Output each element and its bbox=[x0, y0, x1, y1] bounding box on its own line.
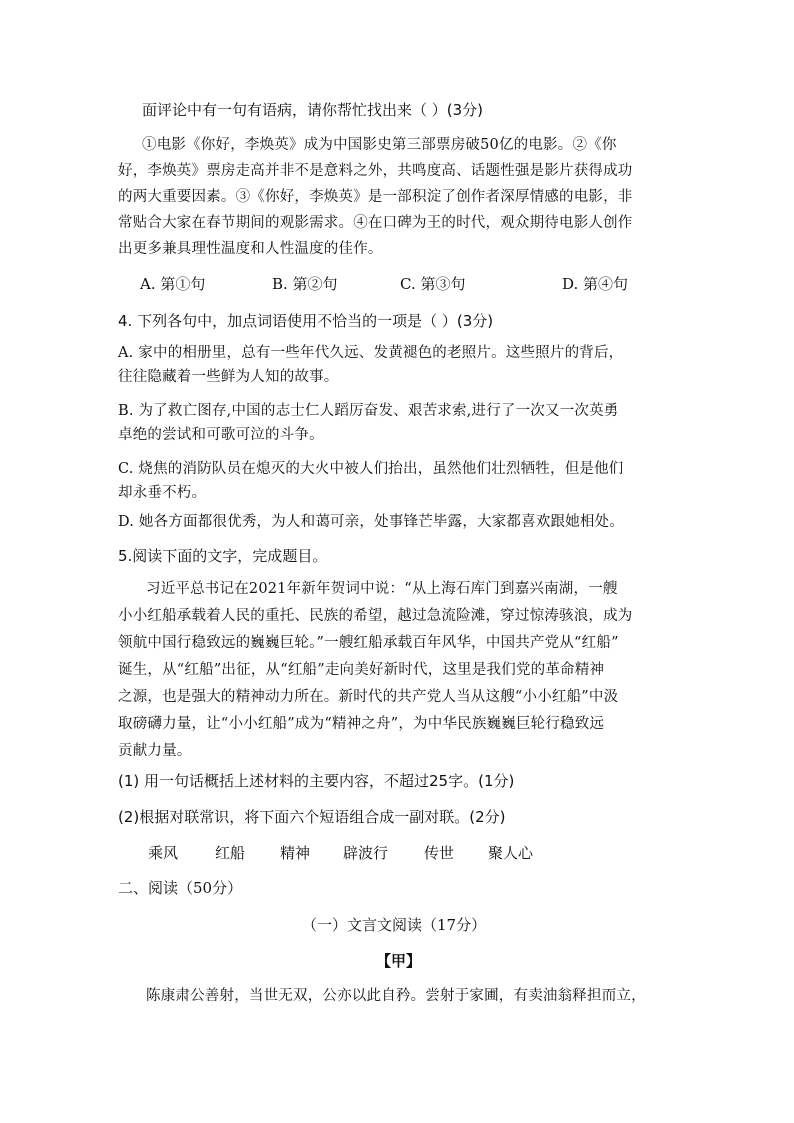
q4-option-c-line1[interactable]: C. 烧焦的消防队员在熄灭的大火中被人们抬出，虽然他们壮烈牺牲，但是他们 bbox=[118, 461, 624, 477]
q4-option-c-line2[interactable]: 却永垂不朽。 bbox=[118, 485, 207, 501]
q4-option-a-line2[interactable]: 往往隐藏着一些鲜为人知的故事。 bbox=[118, 369, 339, 385]
q3-stem-tail: 面评论中有一句有语病，请你帮忙找出来（ ）(3分) bbox=[142, 101, 484, 119]
q5-passage-line: 习近平总书记在2021年新年贺词中说：“从上海石库门到嘉兴南湖，一艘 bbox=[146, 581, 618, 597]
q4-stem: 4. 下列各句中，加点词语使用不恰当的一项是（ ）(3分) bbox=[118, 312, 494, 330]
q3-passage-line: ①电影《你好，李焕英》成为中国影史第三部票房破50亿的电影。②《你 bbox=[142, 137, 617, 153]
phrase-item: 精神 bbox=[280, 844, 311, 862]
q3-passage-line: 的两大重要因素。③《你好，李焕英》是一部积淀了创作者深厚情感的电影，非 bbox=[118, 189, 633, 205]
phrase-item: 辟波行 bbox=[343, 844, 389, 862]
q4-option-b-line2[interactable]: 卓绝的尝试和可歌可泣的斗争。 bbox=[118, 427, 324, 443]
q5-passage-line: 贡献力量。 bbox=[118, 743, 192, 759]
subsection-title: （一）文言文阅读（17分） bbox=[302, 916, 487, 934]
phrase-item: 聚人心 bbox=[488, 844, 534, 862]
q5-passage-line: 之源，也是强大的精神动力所在。新时代的共产党人当从这艘“小小红船”中汲 bbox=[118, 689, 619, 705]
q5-sub1: (1) 用一句话概括上述材料的主要内容，不超过25字。(1分) bbox=[118, 772, 515, 790]
q3-option-d[interactable]: D. 第④句 bbox=[562, 275, 629, 293]
phrase-item: 红船 bbox=[215, 844, 246, 862]
q5-sub2: (2)根据对联常识，将下面六个短语组合成一副对联。(2分) bbox=[118, 808, 506, 826]
q3-passage-line: 常贴合大家在春节期间的观影需求。④在口碑为王的时代，观众期待电影人创作 bbox=[118, 215, 633, 231]
q5-stem: 5.阅读下面的文字，完成题目。 bbox=[118, 547, 328, 565]
q5-passage-line: 取磅礴力量，让“小小红船”成为“精神之舟”，为中华民族巍巍巨轮行稳致远 bbox=[118, 716, 605, 732]
q3-option-b[interactable]: B. 第②句 bbox=[272, 275, 338, 293]
section-title: 二、阅读（50分） bbox=[118, 879, 243, 897]
q5-passage-line: 领航中国行稳致远的巍巍巨轮。”一艘红船承载百年风华，中国共产党从“红船” bbox=[118, 635, 619, 651]
phrase-item: 乘风 bbox=[148, 844, 179, 862]
phrase-item: 传世 bbox=[424, 844, 455, 862]
q5-passage-line: 诞生，从“红船”出征，从“红船”走向美好新时代，这里是我们党的革命精神 bbox=[118, 662, 605, 678]
q3-option-a[interactable]: A. 第①句 bbox=[140, 275, 206, 293]
q3-passage-line: 出更多兼具理性温度和人性温度的佳作。 bbox=[118, 241, 383, 257]
q5-passage-line: 小小红船承载着人民的重托、民族的希望，越过急流险滩，穿过惊涛骇浪，成为 bbox=[118, 608, 633, 624]
passage-label-jia: 【甲】 bbox=[376, 952, 422, 970]
q3-option-c[interactable]: C. 第③句 bbox=[400, 275, 466, 293]
q4-option-a-line1[interactable]: A. 家中的相册里，总有一些年代久远、发黄褪色的老照片。这些照片的背后， bbox=[118, 345, 624, 361]
q4-option-d-line1[interactable]: D. 她各方面都很优秀，为人和蔼可亲，处事锋芒毕露，大家都喜欢跟她相处。 bbox=[118, 514, 625, 530]
q4-option-b-line1[interactable]: B. 为了救亡图存,中国的志士仁人蹈厉奋发、艰苦求索,进行了一次又一次英勇 bbox=[118, 403, 619, 419]
q3-passage-line: 好，李焕英》票房走高并非不是意料之外，共鸣度高、话题性强是影片获得成功 bbox=[118, 163, 633, 179]
classical-passage-first-line: 陈康肃公善射，当世无双，公亦以此自矜。尝射于家圃，有卖油翁释担而立， bbox=[146, 988, 646, 1004]
